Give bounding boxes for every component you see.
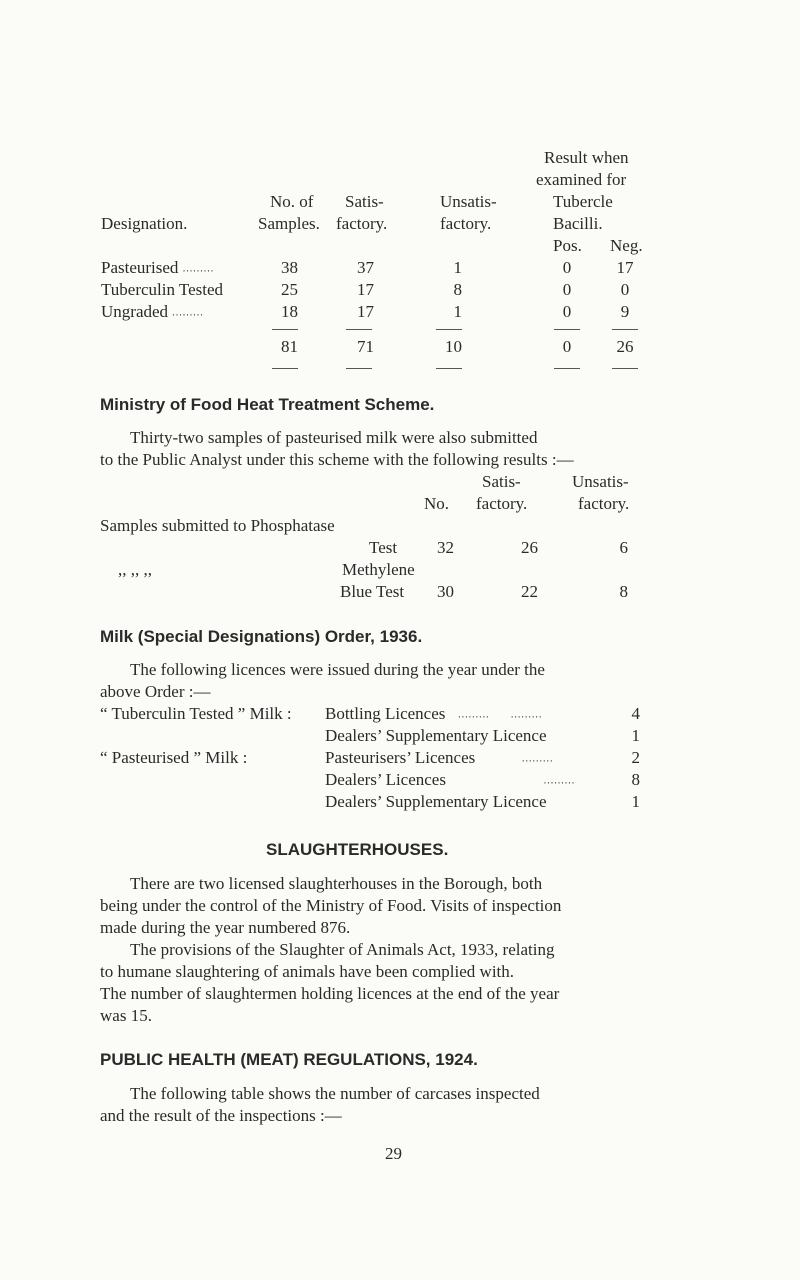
row-pos: 0 — [562, 258, 572, 277]
header-unsatis: Unsatis- — [440, 192, 497, 211]
meat-paragraph-line: and the result of the inspections :— — [100, 1106, 342, 1125]
licence-group-label: “ Pasteurised ” Milk : — [100, 748, 248, 767]
ministry-row-unsatis: 6 — [619, 538, 628, 557]
ministry-col-unsatis: Unsatis- — [572, 472, 629, 491]
ministry-paragraph-line: to the Public Analyst under this scheme with the following results :— — [100, 450, 574, 469]
header-result-when: Result when — [544, 148, 629, 167]
divider — [346, 368, 372, 369]
milk-order-intro: above Order :— — [100, 682, 211, 701]
divider — [272, 329, 298, 330]
row-pos: 0 — [562, 280, 572, 299]
ministry-col-satis: Satis- — [482, 472, 521, 491]
ministry-row-satis: 26 — [521, 538, 538, 557]
ministry-col-satisfactory: factory. — [476, 494, 528, 513]
licence-name: Pasteurisers’ Licences ......... — [325, 748, 554, 767]
licence-name: Dealers’ Supplementary Licence — [325, 792, 547, 811]
licence-name: Dealers’ Supplementary Licence — [325, 726, 547, 745]
ministry-ditto-marks: ,, ,, ,, — [118, 560, 152, 579]
section-heading-ministry: Ministry of Food Heat Treatment Scheme. — [100, 395, 435, 414]
total-pos: 0 — [562, 337, 572, 356]
row-satisfactory: 37 — [357, 258, 374, 277]
header-samples: Samples. — [258, 214, 320, 233]
ministry-row-label: Samples submitted to Phosphatase — [100, 516, 335, 535]
page-number: 29 — [385, 1144, 402, 1163]
ministry-row-label: Blue Test — [340, 582, 405, 601]
milk-order-intro: The following licences were issued during the year under the — [130, 660, 545, 679]
row-pos: 0 — [562, 302, 572, 321]
row-designation: Tuberculin Tested — [101, 280, 224, 299]
meat-paragraph-line: The following table shows the number of carcases inspected — [130, 1084, 540, 1103]
header-satis: Satis- — [345, 192, 384, 211]
divider — [612, 368, 638, 369]
divider — [272, 368, 298, 369]
divider — [612, 329, 638, 330]
header-tubercle: Tubercle — [553, 192, 613, 211]
licence-count: 2 — [631, 748, 640, 767]
row-satisfactory: 17 — [357, 302, 374, 321]
header-pos: Pos. — [553, 236, 582, 255]
licence-count: 1 — [631, 792, 640, 811]
ministry-col-unsatisfactory: factory. — [578, 494, 630, 513]
header-designation: Designation. — [101, 214, 188, 233]
header-unsatisfactory: factory. — [440, 214, 492, 233]
divider — [436, 329, 462, 330]
row-designation: Ungraded ......... — [101, 302, 204, 321]
slaughter-line: The provisions of the Slaughter of Animals Act, 1933, relating — [130, 940, 555, 959]
section-heading-meat-regulations: PUBLIC HEALTH (MEAT) REGULATIONS, 1924. — [100, 1050, 478, 1069]
total-neg: 26 — [616, 337, 634, 356]
ministry-row-label: Methylene — [342, 560, 415, 579]
section-heading-slaughterhouses: SLAUGHTERHOUSES. — [266, 840, 449, 859]
ministry-paragraph-line: Thirty-two samples of pasteurised milk were also submitted — [130, 428, 538, 447]
row-samples: 38 — [281, 258, 298, 277]
ministry-row-satis: 22 — [521, 582, 538, 601]
row-neg: 17 — [616, 258, 634, 277]
header-neg: Neg. — [610, 236, 643, 255]
ministry-row-unsatis: 8 — [619, 582, 628, 601]
divider — [554, 329, 580, 330]
row-neg: 0 — [620, 280, 630, 299]
row-unsatisfactory: 1 — [453, 258, 462, 277]
row-neg: 9 — [620, 302, 630, 321]
slaughter-line: being under the control of the Ministry of Food. Visits of inspection — [100, 896, 562, 915]
header-examined-for: examined for — [536, 170, 627, 189]
row-unsatisfactory: 8 — [453, 280, 462, 299]
total-samples: 81 — [281, 337, 298, 356]
ministry-row-no: 32 — [437, 538, 454, 557]
total-unsatisfactory: 10 — [445, 337, 462, 356]
divider — [436, 368, 462, 369]
divider — [346, 329, 372, 330]
licence-group-label: “ Tuberculin Tested ” Milk : — [100, 704, 292, 723]
section-heading-milk-order: Milk (Special Designations) Order, 1936. — [100, 627, 423, 646]
licence-name: Bottling Licences ......... ......... — [325, 704, 543, 723]
row-satisfactory: 17 — [357, 280, 374, 299]
ministry-row-label: Test — [369, 538, 398, 557]
header-bacilli: Bacilli. — [553, 214, 603, 233]
ministry-col-no: No. — [424, 494, 450, 513]
row-unsatisfactory: 1 — [453, 302, 462, 321]
licence-count: 8 — [631, 770, 640, 789]
header-satisfactory: factory. — [336, 214, 388, 233]
licence-name: Dealers’ Licences ......... — [325, 770, 576, 789]
row-designation: Pasteurised ......... — [101, 258, 215, 277]
header-no-of: No. of — [270, 192, 314, 211]
licence-count: 4 — [631, 704, 640, 723]
slaughter-line: There are two licensed slaughterhouses in the Borough, both — [130, 874, 543, 893]
slaughter-line: to humane slaughtering of animals have been complied with. — [100, 962, 515, 981]
row-samples: 18 — [281, 302, 298, 321]
slaughter-line: made during the year numbered 876. — [100, 918, 351, 937]
row-samples: 25 — [281, 280, 298, 299]
slaughter-line: The number of slaughtermen holding licences at the end of the year — [100, 984, 560, 1003]
slaughter-line: was 15. — [100, 1006, 152, 1025]
ministry-row-no: 30 — [437, 582, 454, 601]
licence-count: 1 — [631, 726, 640, 745]
total-satisfactory: 71 — [357, 337, 374, 356]
divider — [554, 368, 580, 369]
